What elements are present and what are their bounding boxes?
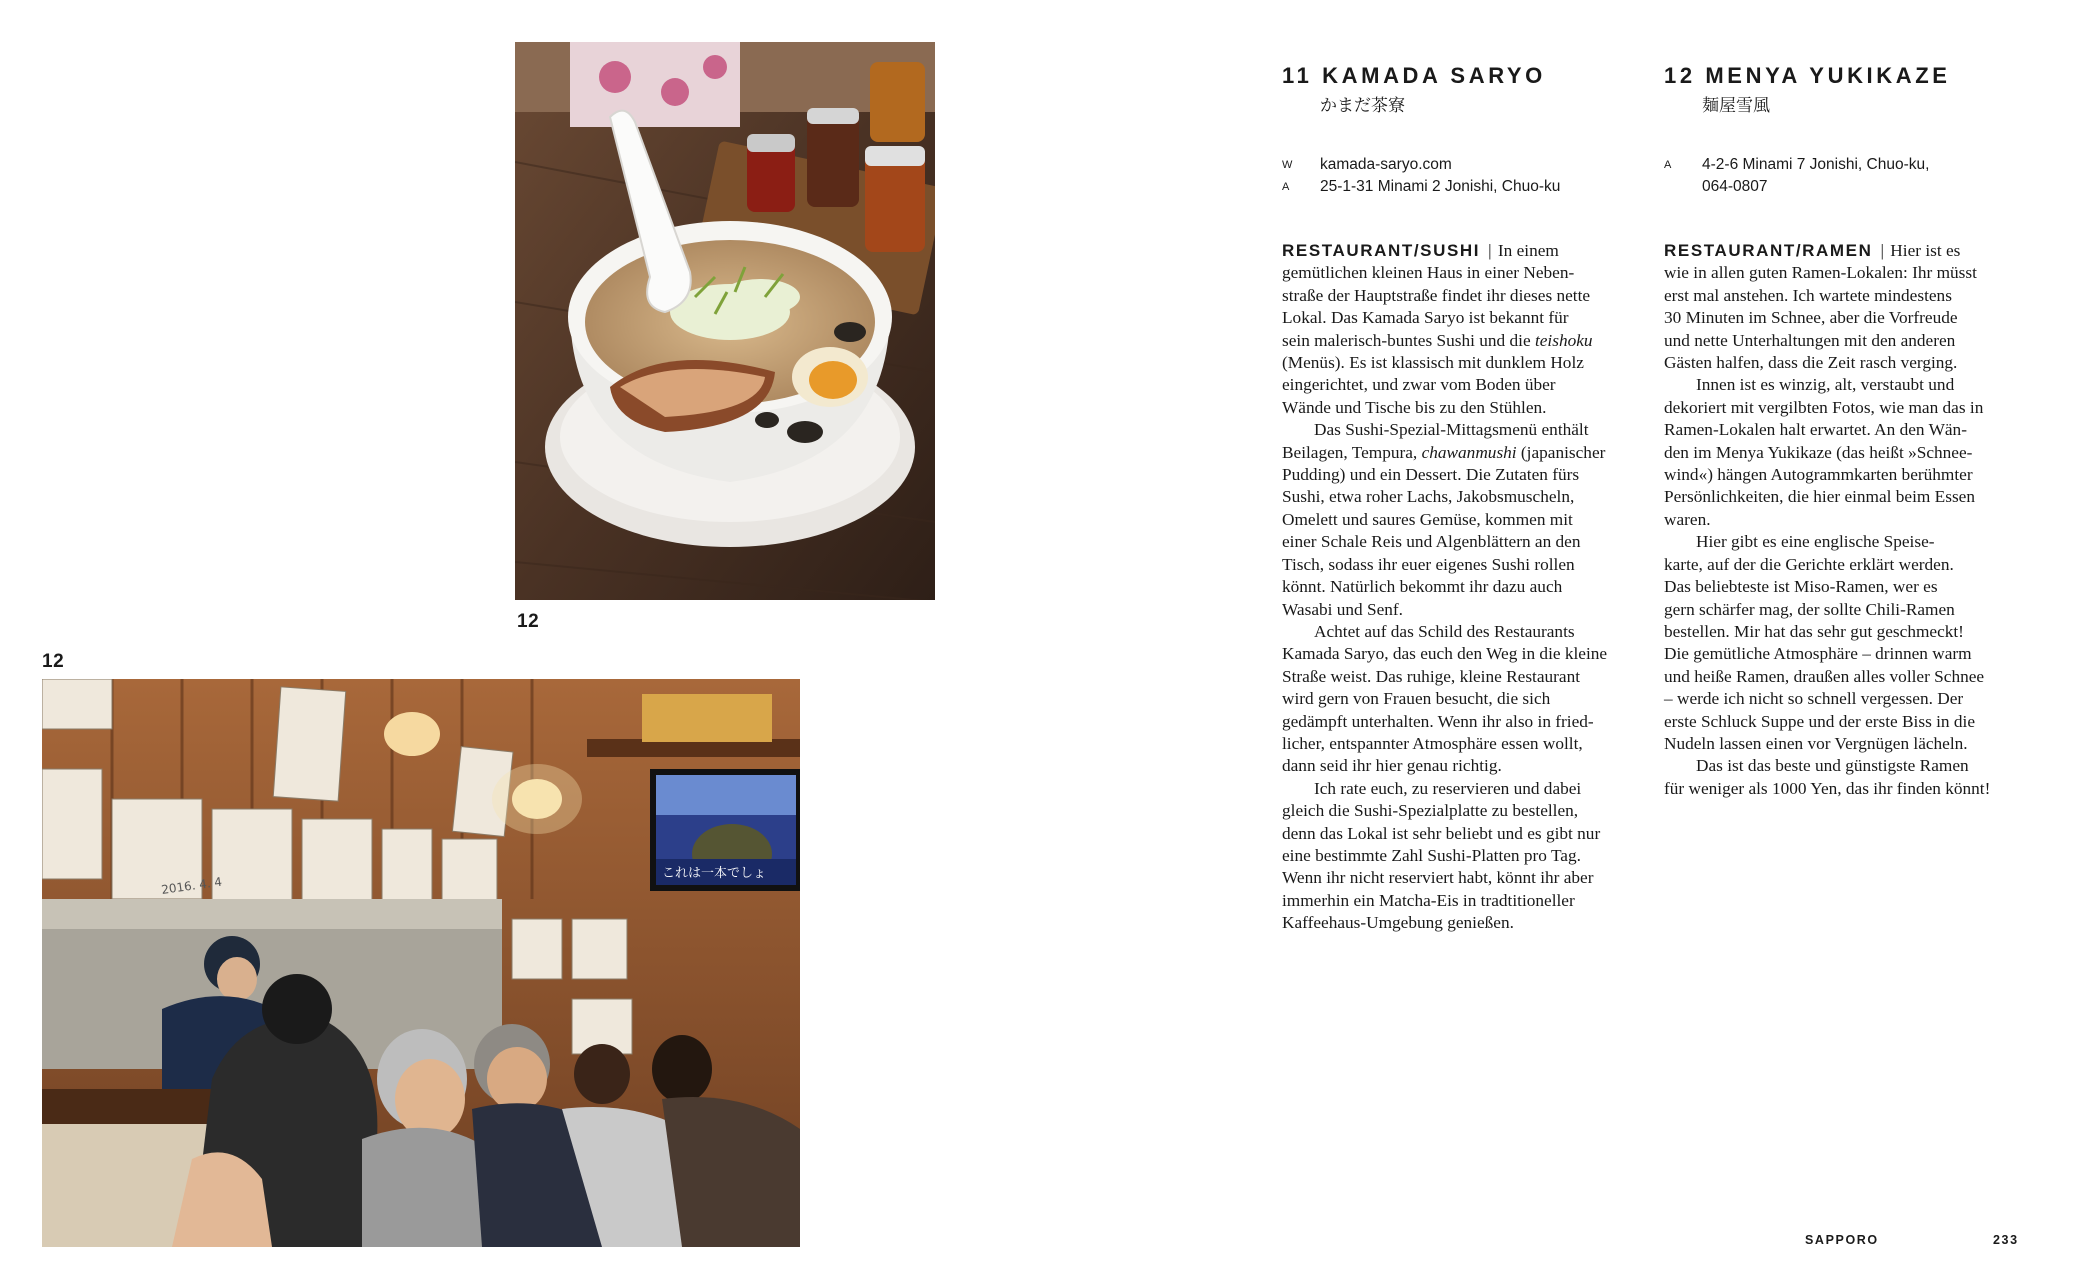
category-separator: |	[1880, 241, 1884, 260]
body-text-line: einer Schale Reis und Algenblättern an den	[1282, 532, 1581, 552]
body-text-line: Wenn ihr nicht reserviert habt, könnt ihr aber	[1282, 868, 1594, 888]
entry-body	[1282, 240, 1607, 935]
body-text-line: gemütlichen kleinen Haus in einer Neben-	[1282, 263, 1575, 283]
body-text-line: Hier gibt es eine englische Speise-	[1696, 532, 1935, 552]
category-label: RESTAURANT/RAMEN	[1664, 241, 1873, 260]
body-lead-line	[1282, 240, 1607, 262]
body-text-line: 30 Minuten im Schnee, aber die Vorfreude	[1664, 308, 1958, 328]
address-text: 4-2-6 Minami 7 Jonishi, Chuo-ku,	[1702, 156, 1930, 173]
entry-heading: 11 KAMADA SARYO	[1282, 63, 1546, 88]
body-text-line: wie in allen guten Ramen-Lokalen: Ihr müsst	[1664, 263, 1977, 283]
body-text-line: gedämpft unterhalten. Wenn ihr also in fried-	[1282, 711, 1594, 731]
entry-heading: 12 MENYA YUKIKAZE	[1664, 63, 1951, 88]
body-text-line: Das Sushi-Spezial-Mittagsmenü enthält	[1314, 420, 1589, 440]
body-text-line: Lokal. Das Kamada Saryo ist bekannt für	[1282, 308, 1569, 328]
body-text-line: eine bestimmte Zahl Sushi-Platten pro Tag.	[1282, 845, 1581, 865]
body-text-line: gern schärfer mag, der sollte Chili-Ramen	[1664, 599, 1955, 619]
body-text-line: Wände und Tische bis zu den Stühlen.	[1282, 397, 1547, 417]
body-text-line: dann seid ihr hier genau richtig.	[1282, 756, 1502, 776]
info-key: A	[1282, 181, 1291, 193]
body-text-line: – werde ich nicht so schnell vergessen. Der	[1664, 689, 1964, 709]
info-key: A	[1664, 159, 1673, 171]
body-text-line: Straße weist. Das ruhige, kleine Restaurant	[1282, 666, 1581, 686]
body-lead-line	[1664, 240, 1990, 262]
entry-japanese-name: 麺屋雪風	[1702, 96, 1770, 116]
body-text-line: Sushi, etwa roher Lachs, Jakobsmuscheln,	[1282, 487, 1575, 507]
body-text-line: sein malerisch-buntes Sushi und die teishoku	[1282, 330, 1593, 350]
body-text-line: Beilagen, Tempura, chawanmushi (japanischer	[1282, 442, 1606, 462]
body-text-line: erste Schluck Suppe und der erste Biss in die	[1664, 711, 1976, 731]
entry-menya-yukikaze	[1664, 60, 2026, 198]
body-text-line: Ramen-Lokalen halt erwartet. An den Wän-	[1664, 420, 1967, 440]
info-row-address	[1664, 154, 2026, 176]
info-row-website	[1282, 154, 1644, 176]
body-text-line: Omelett und saures Gemüse, kommen mit	[1282, 509, 1573, 529]
counter-photo-caption: 12	[42, 651, 65, 672]
body-text-line: Die gemütliche Atmosphäre – drinnen warm	[1664, 644, 1972, 664]
address-text: 25-1-31 Minami 2 Jonishi, Chuo-ku	[1320, 178, 1561, 195]
body-text-line: könnt. Natürlich bekommt ihr dazu auch	[1282, 577, 1563, 597]
body-text-line: eingerichtet, und zwar vom Boden über	[1282, 375, 1556, 395]
body-text-line: dekoriert mit vergilbten Fotos, wie man das in	[1664, 397, 1984, 417]
body-text-line: karte, auf der die Gerichte erklärt werden.	[1664, 554, 1954, 574]
entry-kamada-saryo	[1282, 60, 1644, 198]
body-text-line: (Menüs). Es ist klassisch mit dunklem Holz	[1282, 353, 1584, 373]
body-text-line: gleich die Sushi-Spezialplatte zu bestellen,	[1282, 801, 1579, 821]
ramen-photo-caption: 12	[517, 611, 540, 632]
body-text-line: straße der Hauptstraße findet ihr dieses nette	[1282, 285, 1591, 305]
tv-caption-text: これは一本でしょ	[662, 866, 767, 881]
body-text-line: und heiße Ramen, draußen alles voller Schnee	[1664, 666, 1985, 686]
body-text-line: Gästen halfen, dass die Zeit rasch verging.	[1664, 353, 1958, 373]
info-key: W	[1282, 159, 1294, 171]
body-text-line: wird gern von Frauen besucht, die sich	[1282, 689, 1551, 709]
lead-text: In einem	[1497, 241, 1559, 260]
info-row-address	[1282, 176, 1644, 198]
body-text-line: Nudeln lassen einen vor Vergnügen lächeln.	[1664, 733, 1968, 753]
entry-info	[1282, 154, 1644, 198]
body-text-line: Tisch, sodass ihr euer eigenes Sushi rollen	[1282, 554, 1575, 574]
entry-info	[1664, 154, 2026, 198]
body-text-line: licher, entspannter Atmosphäre essen wollt,	[1282, 733, 1583, 753]
info-key	[1664, 176, 1702, 198]
body-text-line: Persönlichkeiten, die hier einmal beim Essen	[1664, 487, 1975, 507]
body-text-line: Pudding) und ein Dessert. Die Zutaten fürs	[1282, 465, 1580, 485]
body-text-line: Kamada Saryo, das euch den Weg in die kleine	[1282, 644, 1608, 664]
body-text-line: Wasabi und Senf.	[1282, 599, 1403, 619]
body-text-line: Das ist das beste und günstigste Ramen	[1696, 756, 1969, 776]
body-text-line: den im Menya Yukikaze (das heißt »Schnee-	[1664, 442, 1973, 462]
category-label: RESTAURANT/SUSHI	[1282, 241, 1481, 260]
body-text-line: Innen ist es winzig, alt, verstaubt und	[1696, 375, 1955, 395]
body-text-line: und nette Unterhaltungen mit den anderen	[1664, 330, 1956, 350]
body-text-line: waren.	[1664, 509, 1711, 529]
lead-text: Hier ist es	[1890, 241, 1961, 260]
body-text-line: immerhin ein Matcha-Eis in tradtitioneller	[1282, 890, 1575, 910]
category-separator: |	[1488, 241, 1492, 260]
body-text-line: wind«) hängen Autogrammkarten berühmter	[1664, 465, 1973, 485]
info-row-postcode	[1664, 176, 2026, 198]
ramen-bowl-photo	[515, 42, 935, 600]
body-text-line: erst mal anstehen. Ich wartete mindestens	[1664, 285, 1952, 305]
body-text-line: bestellen. Mir hat das sehr gut geschmeckt!	[1664, 621, 1964, 641]
body-text-line: Ich rate euch, zu reservieren und dabei	[1314, 778, 1582, 798]
running-footer-city: SAPPORO	[1805, 1233, 1879, 1247]
ramen-counter-photo	[42, 679, 800, 1247]
page-number: 233	[1993, 1233, 2019, 1247]
sign-year-text: 2016. 4. 4	[160, 874, 223, 897]
entry-japanese-name: かまだ茶寮	[1320, 96, 1405, 116]
body-text-line: Achtet auf das Schild des Restaurants	[1314, 621, 1575, 641]
body-text-line: Kaffeehaus-Umgebung genießen.	[1282, 913, 1514, 933]
website-link[interactable]: kamada-saryo.com	[1320, 156, 1452, 173]
entry-body	[1664, 240, 1990, 800]
body-text-line: denn das Lokal ist sehr beliebt und es gibt nur	[1282, 823, 1601, 843]
body-text-line: für weniger als 1000 Yen, das ihr finden könnt!	[1664, 778, 1991, 798]
postcode-text: 064-0807	[1702, 178, 1768, 195]
body-text-line: Das beliebteste ist Miso-Ramen, wer es	[1664, 577, 1938, 597]
